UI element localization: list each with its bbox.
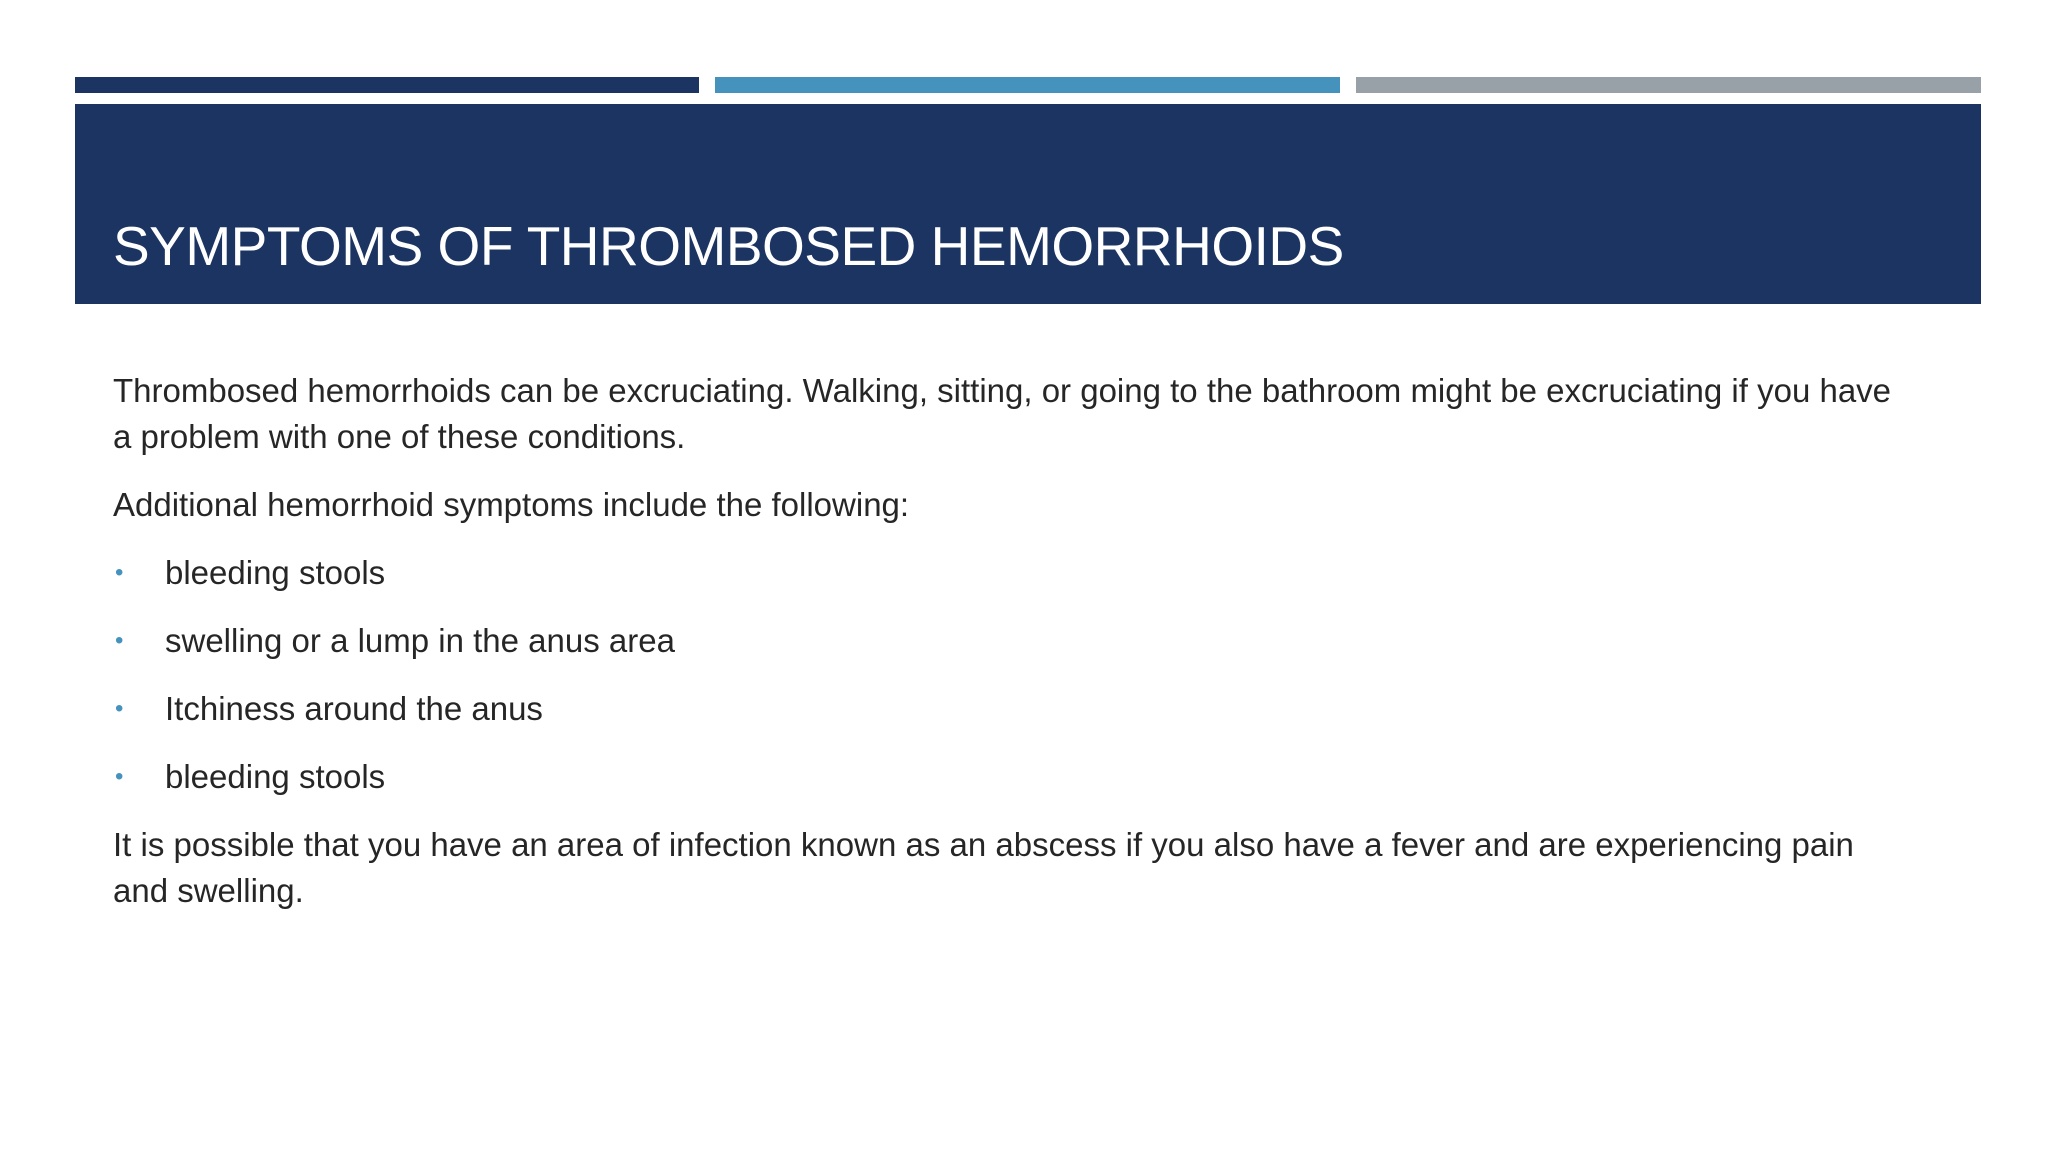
list-item-text: bleeding stools [165, 554, 386, 591]
list-item [113, 618, 1903, 664]
bullet-icon: • [115, 763, 124, 790]
list-item [113, 550, 1903, 596]
symptom-list [113, 550, 1903, 800]
bullet-icon: • [115, 559, 124, 586]
accent-bar-dark-blue [75, 77, 699, 93]
bullet-icon: • [115, 695, 124, 722]
accent-bar-gray [1356, 77, 1981, 93]
slide-body [113, 368, 1903, 936]
list-item [113, 686, 1903, 732]
slide-title: SYMPTOMS OF THROMBOSED HEMORRHOIDS [113, 215, 1344, 277]
bullet-icon: • [115, 627, 124, 654]
accent-bar-light-blue [715, 77, 1340, 93]
list-item-text: Itchiness around the anus [165, 690, 543, 727]
list-item [113, 754, 1903, 800]
closing-paragraph: It is possible that you have an area of infection known as an abscess if you also have a fever and are experiencing pain and swelling. [113, 826, 1854, 909]
list-item-text: swelling or a lump in the anus area [165, 622, 675, 659]
title-band [75, 104, 1981, 304]
intro-paragraph: Thrombosed hemorrhoids can be excruciating. Walking, sitting, or going to the bathroom might be excruciating if you have a problem with one of these conditions. [113, 372, 1892, 455]
list-intro-paragraph: Additional hemorrhoid symptoms include the following: [113, 486, 910, 523]
list-item-text: bleeding stools [165, 758, 386, 795]
